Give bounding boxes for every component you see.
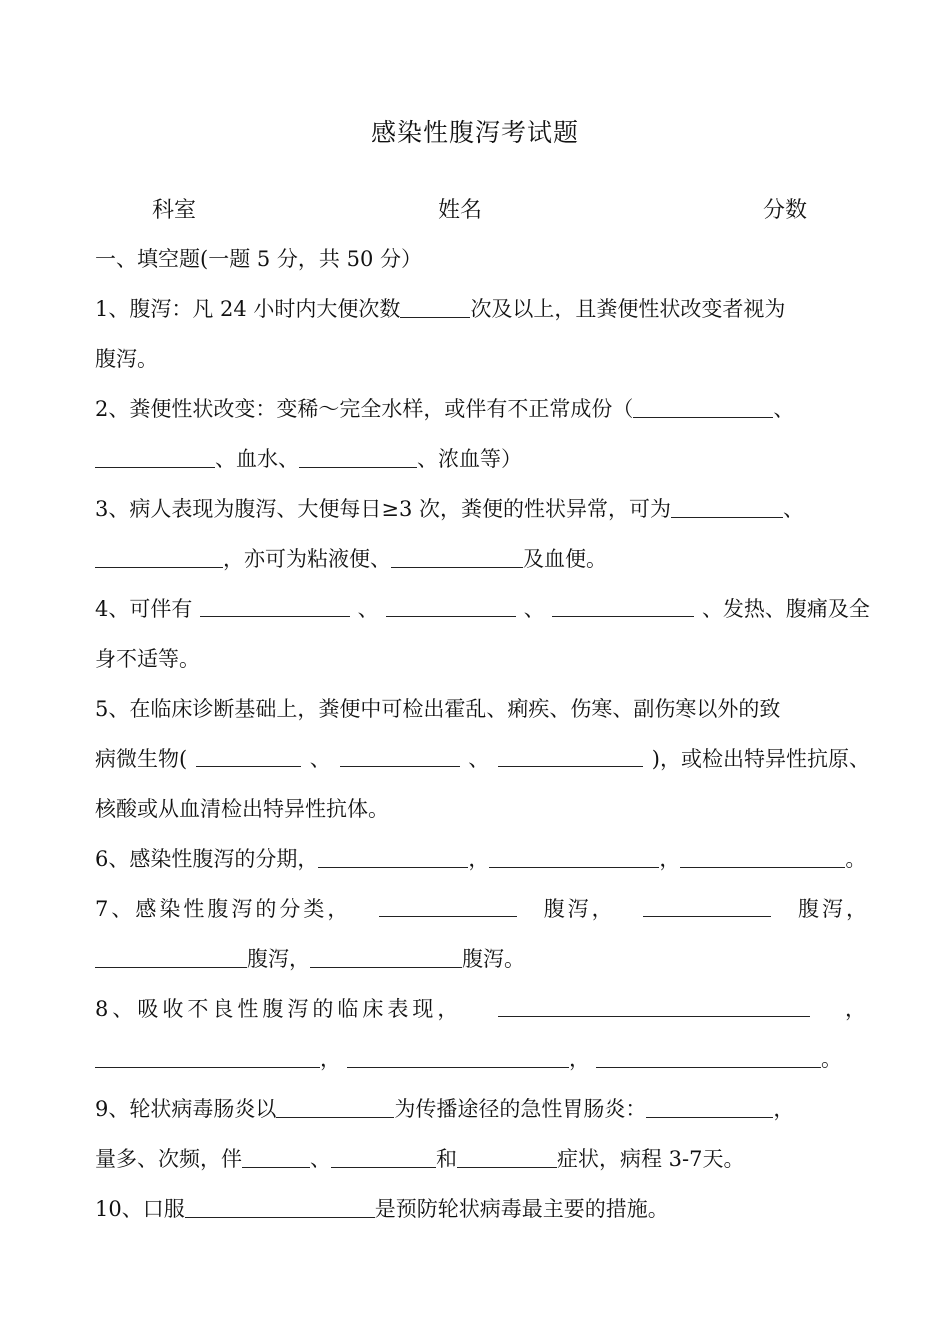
question-2-line-2 — [95, 444, 870, 474]
question-7-line-1 — [95, 894, 870, 924]
question-text: ， — [320, 1047, 341, 1071]
question-text: 为传播途径的急性胃肠炎： — [394, 1097, 647, 1121]
answer-blank[interactable] — [185, 1195, 375, 1218]
question-3-line-2 — [95, 544, 870, 574]
answer-blank[interactable] — [596, 1045, 821, 1068]
question-text: ， — [468, 847, 490, 871]
answer-blank[interactable] — [386, 594, 516, 617]
question-text: 。 — [845, 847, 867, 871]
question-text: 2、粪便性状改变：变稀～完全水样，或伴有不正常成份（ — [95, 397, 634, 421]
question-text: 症状，病程 3-7天。 — [557, 1147, 745, 1171]
question-text: 、 — [357, 597, 379, 621]
question-text: 和 — [436, 1147, 457, 1171]
score-label: 分数 — [763, 198, 808, 223]
question-text: 、 — [773, 397, 795, 421]
question-5-line-3: 核酸或从血清检出特异性抗体。 — [95, 797, 389, 821]
question-text: 8、吸收不良性腹泻的临床表现， — [95, 997, 463, 1021]
question-text: )，或检出特异性抗原、 — [651, 747, 870, 771]
answer-blank[interactable] — [331, 1145, 436, 1168]
page-title: 感染性腹泻考试题 — [370, 118, 579, 147]
question-text: ，亦可为粘液便、 — [223, 547, 391, 571]
answer-blank[interactable] — [643, 894, 771, 917]
answer-blank[interactable] — [318, 845, 468, 868]
question-text: 量多、次频，伴 — [95, 1147, 242, 1171]
answer-blank[interactable] — [196, 744, 301, 767]
question-text: ， — [659, 847, 681, 871]
question-text: 7、感染性腹泻的分类， — [95, 897, 352, 921]
question-3-line-1 — [95, 494, 870, 524]
question-8-line-2 — [95, 1044, 870, 1074]
answer-blank[interactable] — [95, 1045, 320, 1068]
answer-blank[interactable] — [276, 1095, 394, 1118]
question-10-line-1 — [95, 1194, 870, 1224]
question-text: 病微生物( — [95, 747, 188, 771]
question-1-line-2: 腹泻。 — [95, 347, 158, 371]
question-6-line-1 — [95, 844, 870, 874]
answer-blank[interactable] — [457, 1145, 557, 1168]
question-text: 、 — [468, 747, 490, 771]
answer-blank[interactable] — [299, 445, 417, 468]
question-text: 腹泻。 — [462, 947, 525, 971]
answer-blank[interactable] — [340, 744, 460, 767]
question-text: 4、可伴有 — [95, 597, 193, 621]
question-text: 腹泻， — [798, 897, 870, 921]
question-9-line-1 — [95, 1094, 870, 1124]
answer-blank[interactable] — [379, 894, 517, 917]
answer-blank[interactable] — [498, 744, 643, 767]
question-text: 是预防轮状病毒最主要的措施。 — [374, 1197, 669, 1221]
question-text: 6、感染性腹泻的分期， — [95, 847, 319, 871]
answer-blank[interactable] — [633, 395, 773, 418]
question-text: 、血水、 — [215, 447, 299, 471]
question-text: 1、腹泻：凡 24 小时内大便次数 — [95, 297, 401, 321]
question-text: ， — [569, 1047, 590, 1071]
question-7-line-2 — [95, 944, 870, 974]
answer-blank[interactable] — [95, 545, 223, 568]
question-text: 。 — [821, 1047, 842, 1071]
answer-blank[interactable] — [200, 594, 350, 617]
question-4-line-1 — [95, 594, 870, 624]
question-text: 腹泻， — [543, 897, 616, 921]
answer-blank[interactable] — [552, 594, 694, 617]
question-text: 、 — [523, 597, 545, 621]
answer-blank[interactable] — [489, 845, 659, 868]
question-text: ， — [845, 997, 870, 1021]
question-text: 、 — [783, 497, 804, 521]
answer-blank[interactable] — [310, 945, 462, 968]
question-text: 、浓血等） — [417, 447, 522, 471]
question-text: 及血便。 — [523, 547, 607, 571]
question-5-line-1: 5、在临床诊断基础上，粪便中可检出霍乱、痢疾、伤寒、副伤寒以外的致 — [95, 697, 781, 721]
question-5-line-2 — [95, 744, 870, 774]
section-heading: 一、填空题(一题 5 分，共 50 分） — [95, 247, 422, 271]
dept-label: 科室 — [152, 198, 197, 223]
answer-blank[interactable] — [646, 1095, 773, 1118]
question-4-line-2: 身不适等。 — [95, 647, 200, 671]
answer-blank[interactable] — [680, 845, 845, 868]
answer-blank[interactable] — [95, 445, 215, 468]
question-8-line-1 — [95, 994, 870, 1024]
question-1-line-1 — [95, 294, 870, 324]
question-text: 、 — [309, 747, 331, 771]
question-text: 9、轮状病毒肠炎以 — [95, 1097, 277, 1121]
question-2-line-1 — [95, 394, 870, 424]
question-text: 3、病人表现为腹泻、大便每日≥3 次，粪便的性状异常，可为 — [95, 497, 671, 521]
answer-blank[interactable] — [400, 295, 470, 318]
question-text: 、发热、腹痛及全 — [701, 597, 870, 621]
answer-blank[interactable] — [242, 1145, 310, 1168]
name-label: 姓名 — [438, 198, 483, 223]
question-9-line-2 — [95, 1144, 870, 1174]
question-text: ， — [773, 1097, 795, 1121]
question-text: 、 — [310, 1147, 331, 1171]
question-text: 10、口服 — [95, 1197, 185, 1221]
answer-blank[interactable] — [671, 495, 783, 518]
answer-blank[interactable] — [498, 994, 810, 1017]
question-text: 腹泻， — [247, 947, 310, 971]
answer-blank[interactable] — [347, 1045, 569, 1068]
question-text: 次及以上，且粪便性状改变者视为 — [470, 297, 786, 321]
answer-blank[interactable] — [391, 545, 523, 568]
answer-blank[interactable] — [95, 945, 247, 968]
